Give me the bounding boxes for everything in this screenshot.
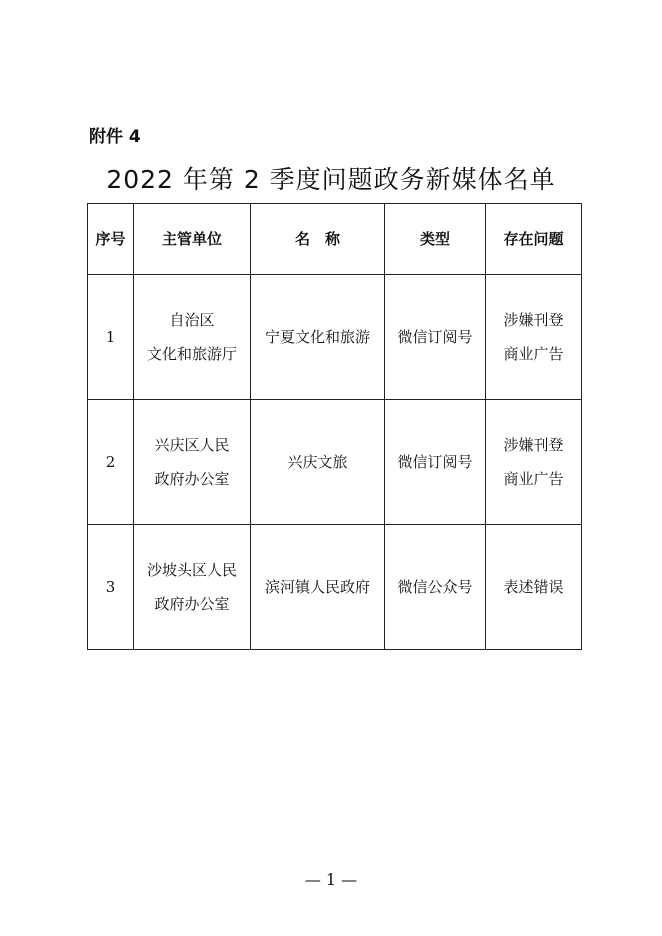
media-list-table: [87, 203, 582, 650]
cell-issue: [486, 400, 582, 525]
issue-line: 商业广告: [503, 345, 564, 363]
attachment-label: 附件 4: [89, 127, 141, 147]
cell-name: 滨河镇人民政府: [251, 525, 385, 650]
department-line: 自治区: [169, 311, 215, 329]
issue-line: 涉嫌刊登: [503, 311, 564, 329]
header-issue: 存在问题: [486, 204, 582, 275]
department-line: 政府办公室: [154, 470, 230, 488]
table-row: [88, 275, 582, 400]
header-index: 序号: [88, 204, 134, 275]
document-title: 2022 年第 2 季度问题政务新媒体名单: [106, 165, 556, 194]
header-type: 类型: [385, 204, 486, 275]
cell-department: [134, 275, 251, 400]
cell-name: 兴庆文旅: [251, 400, 385, 525]
issue-line: 商业广告: [503, 470, 564, 488]
table-row: [88, 525, 582, 650]
cell-issue: [486, 275, 582, 400]
department-line: 沙坡头区人民: [146, 561, 237, 579]
cell-index: 2: [88, 400, 134, 525]
table-header-row: [88, 204, 582, 275]
table-row: [88, 400, 582, 525]
cell-index: 1: [88, 275, 134, 400]
cell-name: 宁夏文化和旅游: [251, 275, 385, 400]
issue-line: 表述错误: [503, 578, 564, 596]
department-line: 文化和旅游厅: [146, 345, 237, 363]
issue-line: 涉嫌刊登: [503, 436, 564, 454]
cell-issue: [486, 525, 582, 650]
cell-department: [134, 400, 251, 525]
cell-type: 微信订阅号: [385, 275, 486, 400]
header-department: 主管单位: [134, 204, 251, 275]
department-line: 兴庆区人民: [154, 436, 230, 454]
cell-index: 3: [88, 525, 134, 650]
header-name: 名 称: [251, 204, 385, 275]
cell-type: 微信公众号: [385, 525, 486, 650]
cell-department: [134, 525, 251, 650]
department-line: 政府办公室: [154, 595, 230, 613]
cell-type: 微信订阅号: [385, 400, 486, 525]
page-number: — 1 —: [304, 870, 358, 889]
